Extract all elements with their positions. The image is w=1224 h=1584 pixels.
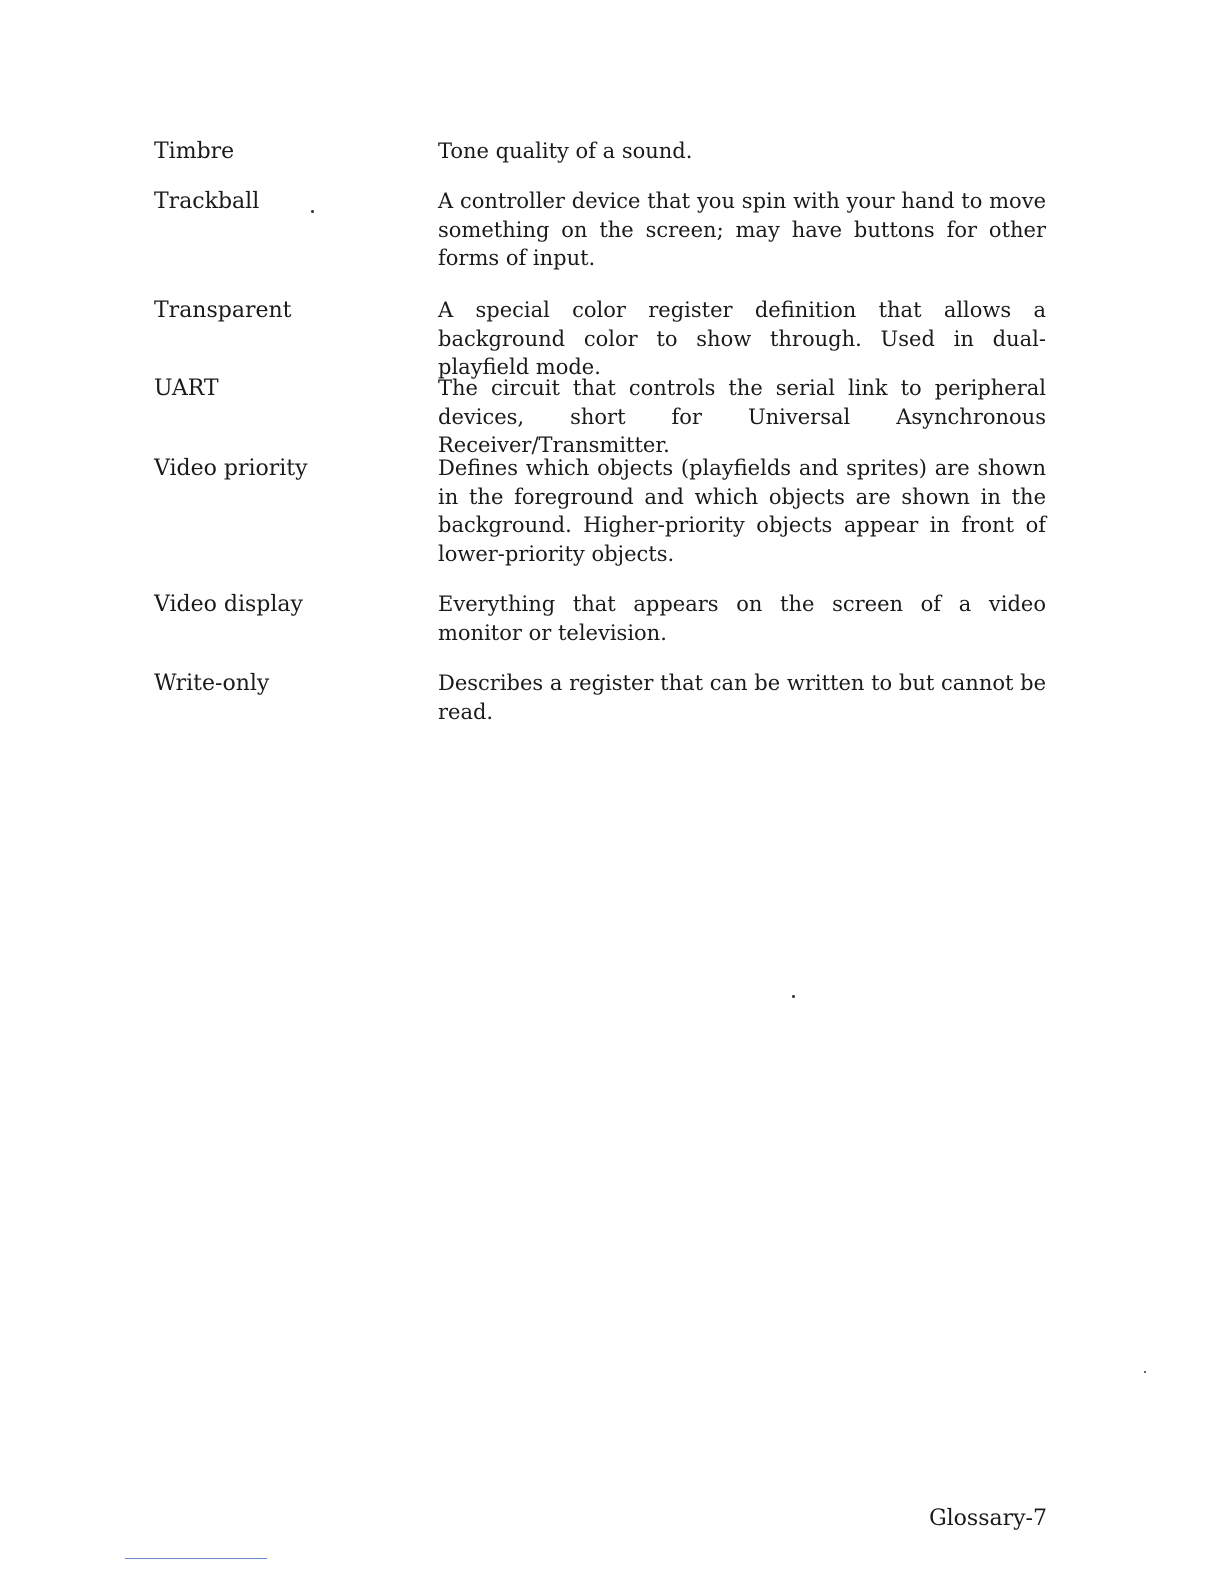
scan-speck <box>311 210 314 213</box>
glossary-definition: A special color register definition that allows a background color to show through. Used in dual-playfield mode. <box>438 298 1046 379</box>
glossary-term: Video display <box>154 592 303 617</box>
glossary-term: Transparent <box>154 298 292 323</box>
scan-speck <box>792 995 795 998</box>
glossary-definition: A controller device that you spin with your hand to move something on the screen; may have buttons for other forms of input. <box>438 189 1046 270</box>
glossary-definition: Describes a register that can be written to but cannot be read. <box>438 671 1046 724</box>
page-number: Glossary-7 <box>929 1506 1047 1531</box>
glossary-definition: The circuit that controls the serial link to peripheral devices, short for Universal Asynchronous Receiver/Transmitter. <box>438 376 1046 457</box>
glossary-term: Trackball <box>154 189 260 214</box>
margin-rule <box>125 1558 267 1559</box>
glossary-term: Timbre <box>154 139 235 164</box>
glossary-definition: Tone quality of a sound. <box>438 139 693 163</box>
glossary-term: Write-only <box>154 671 270 696</box>
scan-speck <box>1144 1371 1146 1373</box>
glossary-definition: Everything that appears on the screen of a video monitor or television. <box>438 592 1046 645</box>
glossary-term: Video priority <box>154 456 308 481</box>
glossary-definition: Defines which objects (playfields and sprites) are shown in the foreground and which objects are shown in the background. Higher-priority objects appear in front of lower-priority objects. <box>438 456 1046 566</box>
glossary-term: UART <box>154 376 219 401</box>
